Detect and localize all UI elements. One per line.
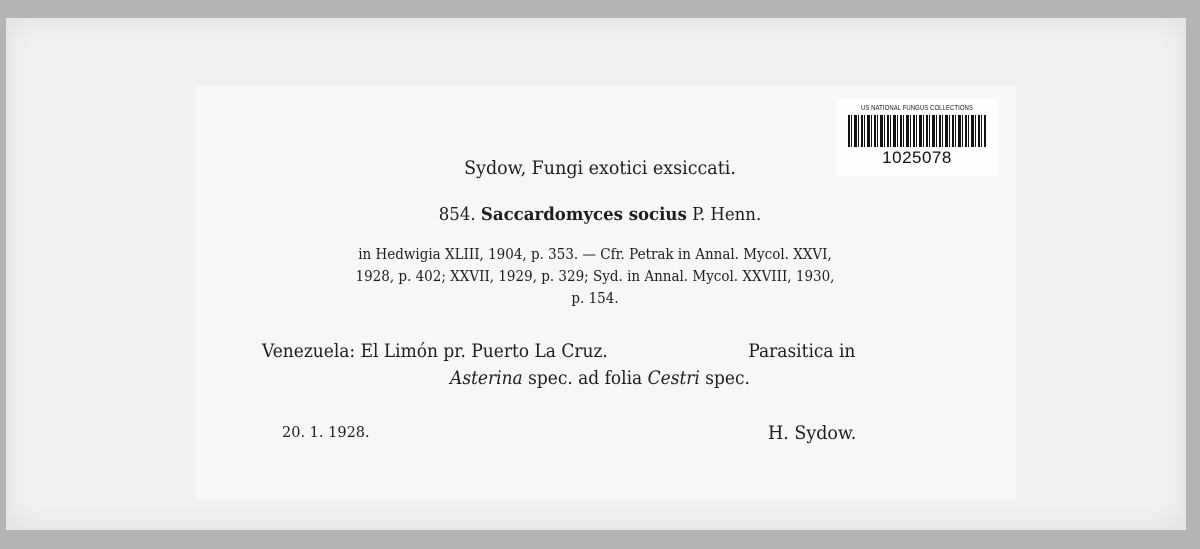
species-author: P. Henn. — [692, 204, 762, 225]
plant-genus: Cestri — [647, 368, 700, 389]
locality-line — [262, 341, 855, 362]
literature-references — [270, 244, 921, 310]
reference-line: in Hedwigia XLIII, 1904, p. 353. — Cfr. Petrak in Annal. Mycol. XXVI, — [358, 247, 832, 263]
host-mid: spec. ad folia — [528, 368, 643, 389]
reference-line: p. 154. — [571, 291, 619, 307]
locality: Venezuela: El Limón pr. Puerto La Cruz. — [262, 341, 608, 362]
collector-name: H. Sydow. — [768, 422, 857, 444]
plant-end: spec. — [705, 368, 750, 389]
barcode-header: US NATIONAL FUNGUS COLLECTIONS — [861, 105, 973, 112]
habitat-start: Parasitica in — [748, 341, 856, 362]
host-genus: Asterina — [450, 368, 523, 389]
species-number: 854. — [438, 204, 476, 225]
habitat-line — [223, 368, 977, 389]
barcode-number: 1025078 — [882, 148, 952, 167]
species-name: Saccardomyces socius — [480, 204, 687, 225]
reference-line: 1928, p. 402; XXVII, 1929, p. 329; Syd. in Annal. Mycol. XXVIII, 1930, — [355, 269, 835, 285]
species-heading — [223, 204, 977, 225]
collection-date: 20. 1. 1928. — [282, 425, 370, 441]
barcode-image — [848, 115, 986, 147]
series-title: Sydow, Fungi exotici exsiccati. — [464, 157, 736, 179]
